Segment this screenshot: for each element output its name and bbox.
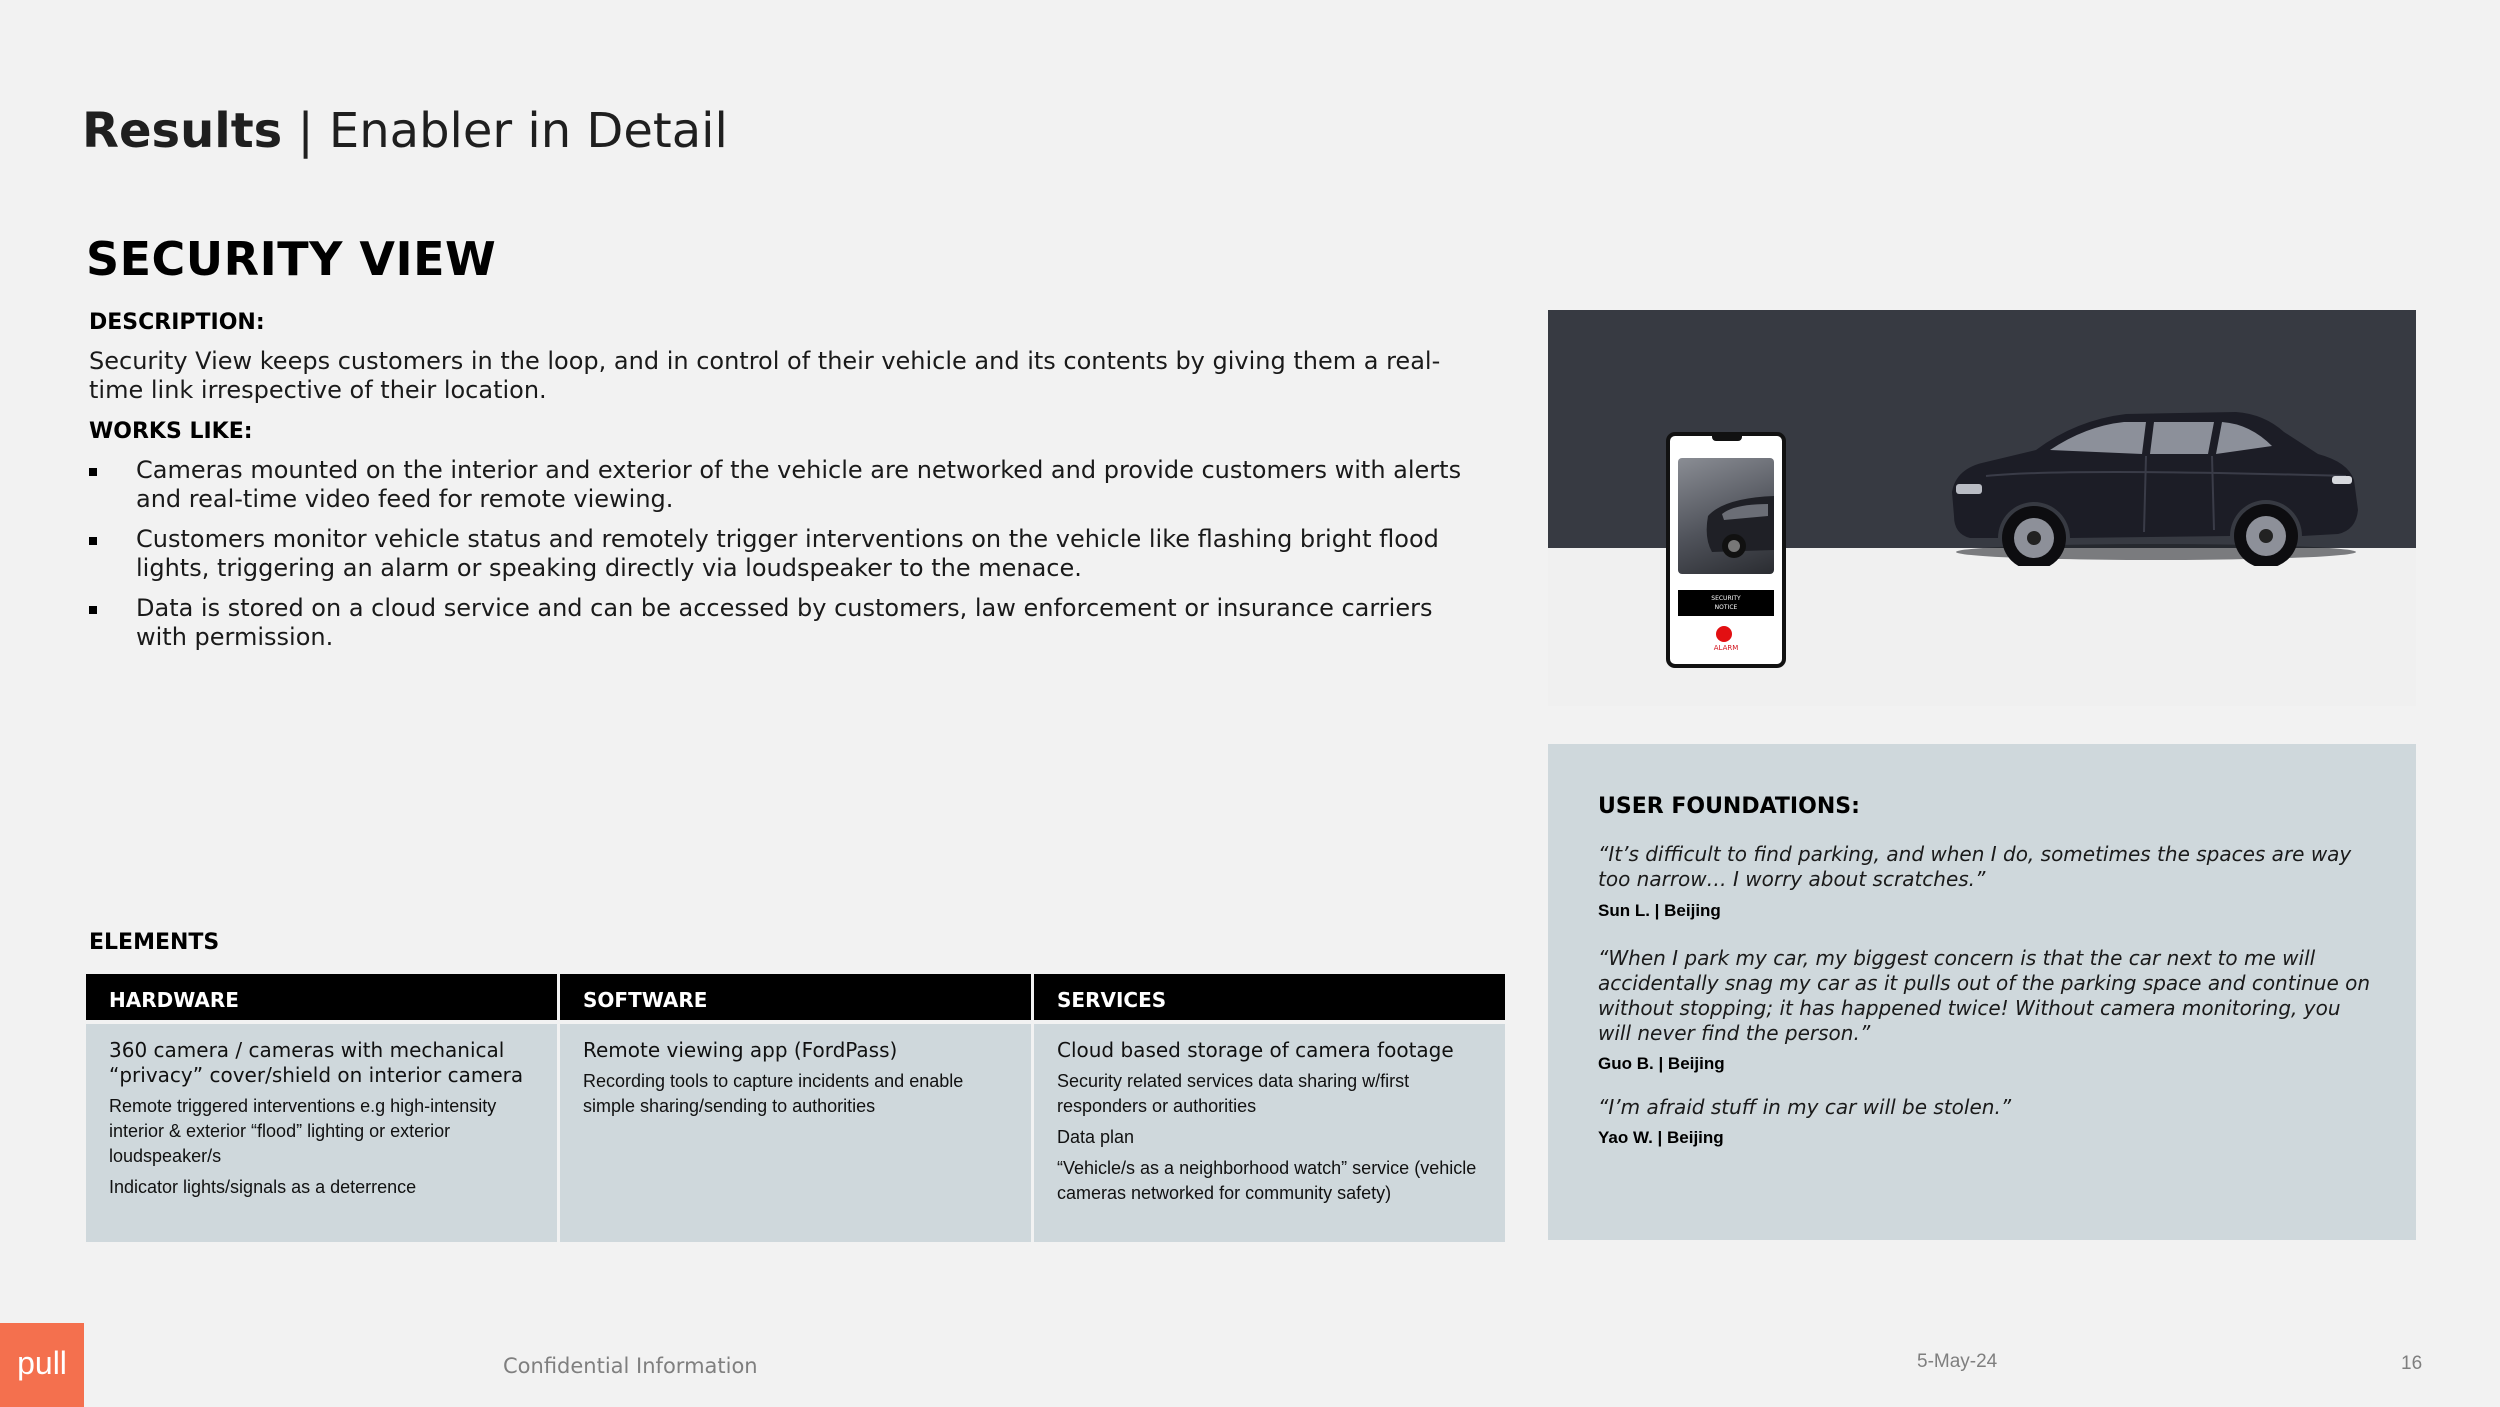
list-item: “Vehicle/s as a neighborhood watch” service (vehicle cameras networked for community safety)	[1057, 1158, 1477, 1203]
works-like-label: WORKS LIKE:	[89, 419, 253, 444]
elements-column-software	[560, 974, 1031, 1242]
elements-column-hardware	[86, 974, 557, 1242]
security-notice-banner: SECURITY NOTICE	[1678, 590, 1774, 616]
list-item: Indicator lights/signals as a deterrence	[109, 1177, 417, 1197]
page-subtitle: Enabler in Detail	[328, 103, 728, 159]
list-item: Remote triggered interventions e.g high-intensity interior & exterior “flood” lighting or exterior loudspeaker/s	[109, 1096, 497, 1166]
list-item: Data plan	[1057, 1127, 1135, 1147]
list-item: Data is stored on a cloud service and can be accessed by customers, law enforcement or insurance carriers with permission.	[89, 594, 1489, 652]
section-title: SECURITY VIEW	[86, 232, 497, 286]
pull-logo: pull	[0, 1323, 84, 1407]
bullet-icon	[89, 537, 97, 545]
column-header: SERVICES	[1034, 974, 1505, 1020]
confidential-label: Confidential Information	[503, 1354, 758, 1378]
list-item: 360 camera / cameras with mechanical “privacy” cover/shield on interior camera	[109, 1038, 524, 1087]
camera-feed-image	[1678, 458, 1774, 574]
quote-author: Guo B. | Beijing	[1598, 1054, 1725, 1073]
quote-text: “When I park my car, my biggest concern is that the car next to me will accidentally snag my car as it pulls out of the parking space and continue on without stopping; it has happened twice! Without camera monitoring, you will never find the person.”	[1598, 946, 2371, 1045]
works-like-list	[89, 456, 1489, 663]
page-title-separator: |	[282, 103, 329, 159]
description-label: DESCRIPTION:	[89, 310, 265, 335]
description-text: Security View keeps customers in the loop, and in control of their vehicle and its contents by giving them a real-time link irrespective of their location.	[89, 347, 1441, 404]
page-title	[82, 103, 728, 159]
alarm-label: ALARM	[1713, 644, 1739, 652]
bullet-icon	[89, 606, 97, 614]
user-foundations-title: USER FOUNDATIONS:	[1598, 794, 1860, 819]
quote-author: Sun L. | Beijing	[1598, 901, 1721, 920]
page-title-bold: Results	[82, 103, 283, 159]
footer-date: 5-May-24	[1917, 1351, 1998, 1372]
list-item: Security related services data sharing w/first responders or authorities	[1057, 1071, 1410, 1116]
quote-text: “I’m afraid stuff in my car will be stolen.”	[1598, 1095, 2012, 1119]
column-header: SOFTWARE	[560, 974, 1031, 1020]
car-rear-icon	[1678, 458, 1774, 574]
suv-car-icon	[1946, 406, 2366, 566]
column-body	[560, 1024, 1031, 1242]
list-item: Cameras mounted on the interior and exterior of the vehicle are networked and provide customers with alerts and real-time video feed for remote viewing.	[89, 456, 1489, 514]
bullet-icon	[89, 468, 97, 476]
user-foundations-panel	[1548, 744, 2416, 1240]
list-item: Remote viewing app (FordPass)	[583, 1038, 898, 1062]
quote-author: Yao W. | Beijing	[1598, 1128, 1724, 1147]
column-body	[86, 1024, 557, 1242]
page-number: 16	[2401, 1353, 2423, 1374]
list-item: Recording tools to capture incidents and enable simple sharing/sending to authorities	[583, 1071, 964, 1116]
list-item: Customers monitor vehicle status and remotely trigger interventions on the vehicle like flashing bright flood lights, triggering an alarm or speaking directly via loudspeaker to the menace.	[89, 525, 1489, 583]
elements-label: ELEMENTS	[89, 930, 220, 955]
elements-column-services	[1034, 974, 1505, 1242]
list-item: Cloud based storage of camera footage	[1057, 1038, 1454, 1062]
quote-text: “It’s difficult to find parking, and when I do, sometimes the spaces are way too narrow… I worry about scratches.”	[1598, 842, 2352, 891]
security-view-illustration	[1548, 310, 2416, 706]
alarm-button-icon	[1716, 626, 1732, 642]
column-header: HARDWARE	[86, 974, 557, 1020]
column-body	[1034, 1024, 1505, 1242]
phone-icon	[1666, 432, 1786, 668]
